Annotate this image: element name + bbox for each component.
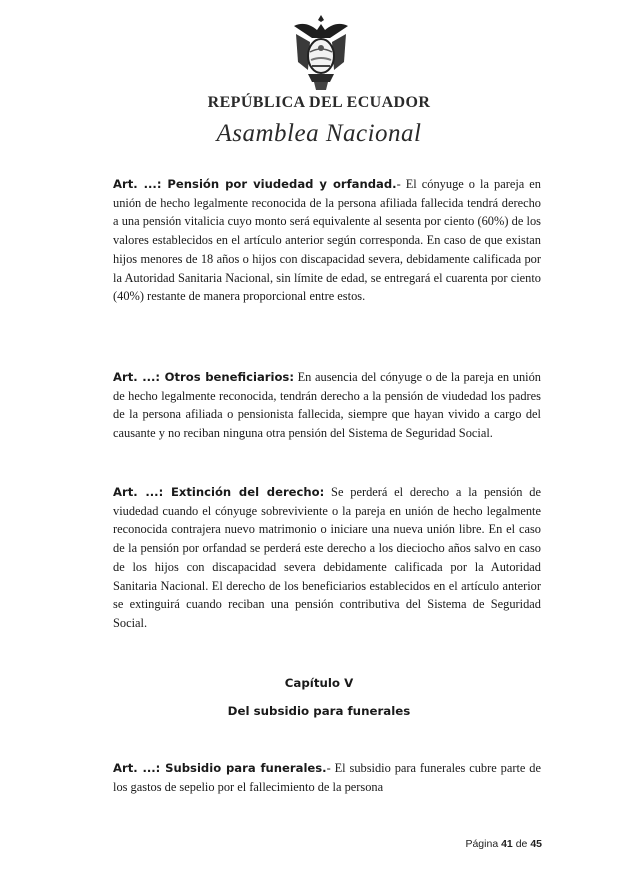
article-label: Art. ...: Extinción del derecho: xyxy=(113,485,325,499)
republic-heading: REPÚBLICA DEL ECUADOR xyxy=(207,94,431,111)
article-label: Art. ...: Subsidio para funerales. xyxy=(113,761,327,775)
article-paragraph xyxy=(113,483,541,633)
article-label: Art. ...: Pensión por viudedad y orfandad. xyxy=(113,177,397,191)
page-number xyxy=(465,838,542,850)
article-label: Art. ...: Otros beneficiarios: xyxy=(113,370,294,384)
article-text: Se perderá el derecho a la pensión de viudedad cuando el cónyuge sobreviviente o la pareja en unión de hecho legalmente reconocida contrajera nuevo matrimonio o iniciare una nueva unión libre. En el caso de la pensión por orfandad se perderá este derecho a los dieciocho años salvo en caso de los hijos con discapacidad severa debidamente calificada por la Autoridad Sanitaria Nacional. El derecho de los beneficiarios establecidos en el artículo anterior se extinguirá cuando reciban una pensión contributiva del Sistema de Seguridad Social. xyxy=(113,485,541,630)
page-current: 41 xyxy=(501,838,513,850)
assembly-heading: Asamblea Nacional xyxy=(216,120,422,147)
chapter-number: Capítulo V xyxy=(284,676,354,690)
article-paragraph xyxy=(113,175,541,306)
page-of: de xyxy=(515,838,528,850)
ecuador-coat-of-arms-icon xyxy=(290,12,352,94)
article-paragraph xyxy=(113,759,541,796)
article-text: - El cónyuge o la pareja en unión de hecho legalmente reconocida de la persona afiliada fallecida tendrá derecho a una pensión vitalicia cuyo monto será equivalente al sesenta por ciento (60%) de los valores establecidos en el artículo anterior según corresponda. En caso de que existan hijos menores de 18 años o hijos con discapacidad severa, debidamente calificada por la Autoridad Sanitaria Nacional, sin límite de edad, se entregará el cuarenta por ciento (40%) restante de manera proporcional entre estos. xyxy=(113,177,541,304)
page-total: 45 xyxy=(530,838,542,850)
article-paragraph xyxy=(113,368,541,443)
article-text: En ausencia del cónyuge o de la pareja en unión de hecho legalmente reconocida, tendrán derecho a la pensión de viudedad los padres de la persona afiliada o pensionista fallecida, siempre que hayan vivido a cargo del causante y no reciban ninguna otra pensión del Sistema de Seguridad Social. xyxy=(113,370,541,441)
page-prefix: Página xyxy=(465,838,499,850)
chapter-title: Del subsidio para funerales xyxy=(227,704,411,718)
article-text: - El subsidio para funerales cubre parte de los gastos de sepelio por el fallecimiento de la persona xyxy=(113,761,541,794)
